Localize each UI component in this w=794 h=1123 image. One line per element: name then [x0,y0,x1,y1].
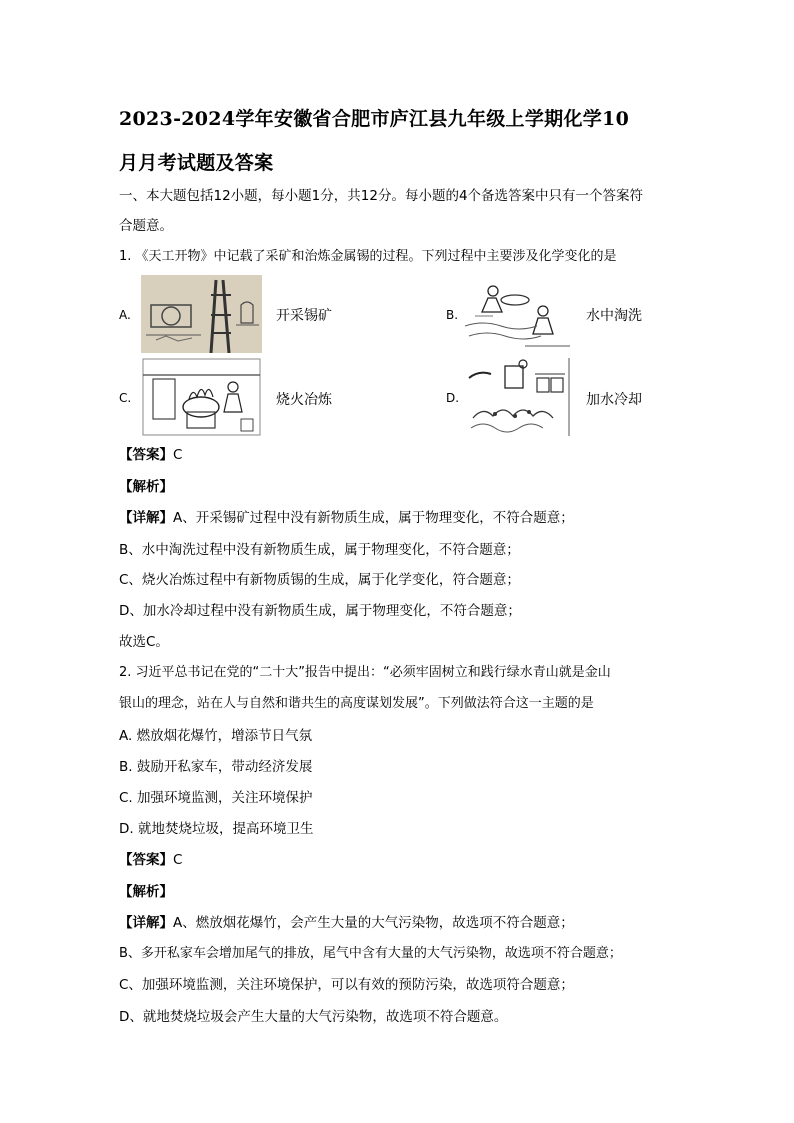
q1-option-a-letter: A. [119,308,131,322]
q2-option-a: A. 燃放烟花爆竹，增添节日气氛 [119,728,313,744]
q2-detail-tag: 【详解】 [119,915,173,931]
section-header-line-2: 合题意。 [119,218,173,234]
q2-option-d: D. 就地焚烧垃圾，提高环境卫生 [119,821,314,837]
q1-option-a-label: 开采锡矿 [276,308,332,324]
q1-answer-value: C [173,447,183,463]
section-header-line-1: 一、本大题包括12小题，每小题1分，共12分。每小题的4个备选答案中只有一个答案符 [119,188,644,204]
q2-detail-line-3: C、加强环境监测，关注环境保护，可以有效的预防污染，故选项符合题意； [119,977,574,993]
q1-detail-line-1 [119,508,574,528]
q1-option-d-letter: D. [446,391,460,405]
q1-conclusion: 故选C。 [119,634,169,650]
q1-detail-line-4: D、加水冷却过程中没有新物质生成，属于物理变化，不符合题意； [119,603,521,619]
q2-option-b: B. 鼓励开私家车，带动经济发展 [119,759,313,775]
q2-detail-line-2: B、多开私家车会增加尾气的排放，尾气中含有大量的大气污染物，故选项不符合题意； [119,946,622,961]
q1-option-b-label: 水中淘洗 [586,308,642,324]
q1-option-c-label: 烧火冶炼 [276,392,332,408]
smelting-illustration [141,357,262,437]
q2-analysis-tag: 【解析】 [119,884,173,900]
q1-detail-line-2: B、水中淘洗过程中没有新物质生成，属于物理变化，不符合题意； [119,542,520,558]
q1-detail-text-1: A、开采锡矿过程中没有新物质生成，属于物理变化，不符合题意； [173,510,574,526]
document-title-line-2: 月月考试题及答案 [119,152,274,174]
washing-illustration [465,276,573,352]
q1-answer [119,445,182,465]
q2-detail-line-4: D、就地焚烧垃圾会产生大量的大气污染物，故选项不符合题意。 [119,1009,508,1025]
cooling-illustration [465,356,573,438]
q1-answer-tag: 【答案】 [119,447,173,463]
q2-option-c: C. 加强环境监测，关注环境保护 [119,790,313,806]
q2-answer-value: C [173,852,183,868]
q1-detail-line-3: C、烧火冶炼过程中有新物质锡的生成，属于化学变化，符合题意； [119,572,520,588]
q2-answer [119,850,182,870]
q2-answer-tag: 【答案】 [119,852,173,868]
q1-option-c-letter: C. [119,391,132,405]
q1-option-d-label: 加水冷却 [586,392,642,408]
question-2-stem-line-1: 2. 习近平总书记在党的“二十大”报告中提出：“必须牢固树立和践行绿水青山就是金山 [119,665,611,680]
q1-detail-tag: 【详解】 [119,510,173,526]
question-1-stem: 1. 《天工开物》中记载了采矿和治炼金属锡的过程。下列过程中主要涉及化学变化的是 [119,249,617,264]
q1-analysis-tag: 【解析】 [119,479,173,495]
q1-option-b-letter: B. [446,308,459,322]
document-title-line-1: 2023-2024学年安徽省合肥市庐江县九年级上学期化学10 [119,108,630,130]
q2-detail-line-1 [119,913,574,933]
mining-illustration [141,275,262,353]
q2-detail-text-1: A、燃放烟花爆竹，会产生大量的大气污染物，故选项不符合题意； [173,915,574,931]
question-2-stem-line-2: 银山的理念，站在人与自然和谐共生的高度谋划发展”。下列做法符合这一主题的是 [119,696,594,711]
